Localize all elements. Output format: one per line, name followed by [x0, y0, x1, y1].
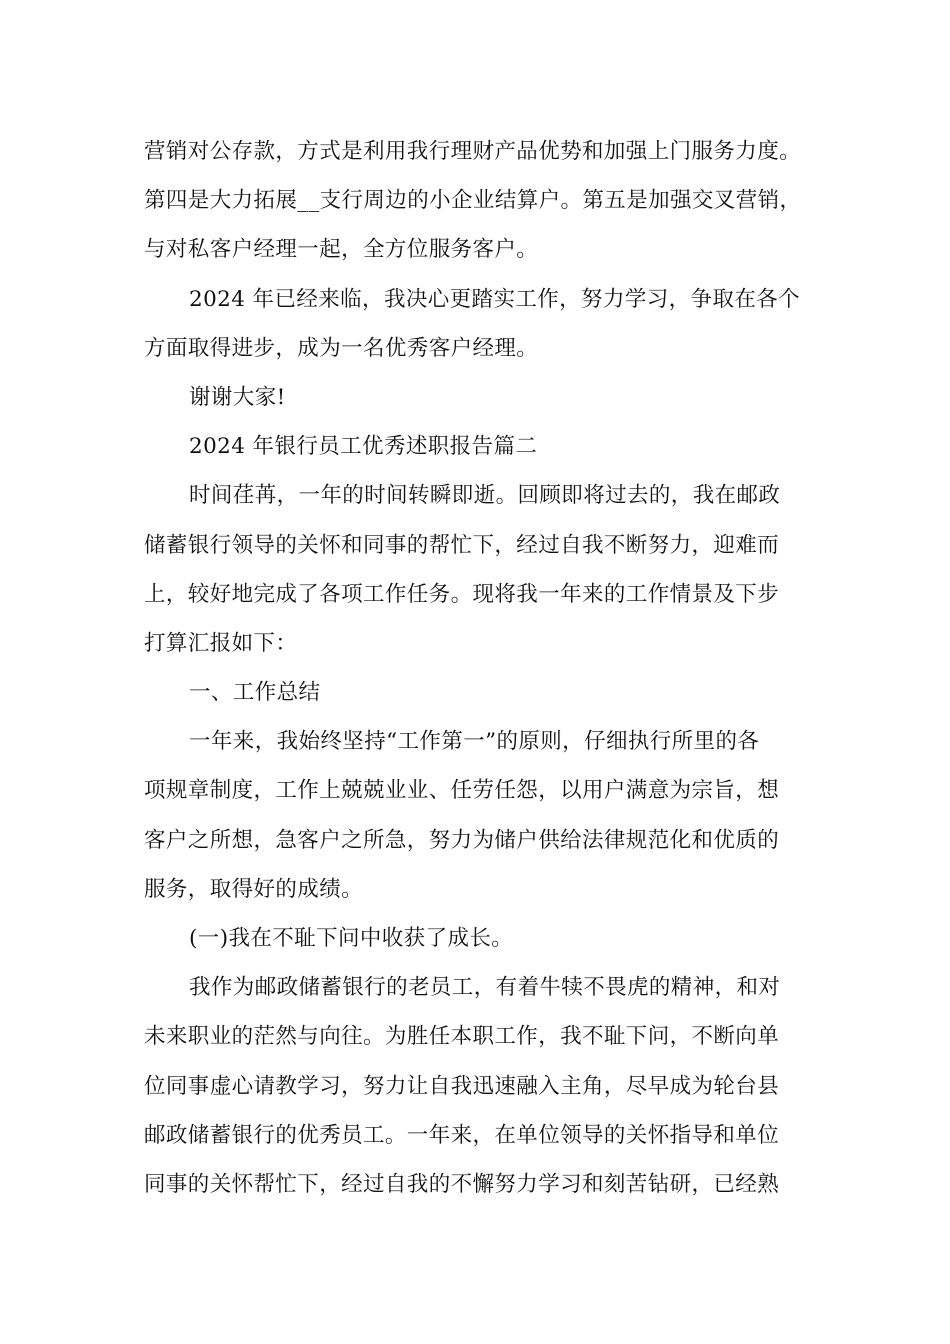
closing-thanks: 谢谢大家! — [189, 384, 286, 410]
text-line: 方面取得进步，成为一名优秀客户经理。 — [144, 335, 539, 361]
text-line: 与对私客户经理一起，全方位服务客户。 — [144, 237, 539, 263]
heading-work-summary: 一、工作总结 — [189, 680, 321, 706]
document-body — [144, 127, 816, 1209]
text-line: 第四是大力拓展__支行周边的小企业结算户。第五是加强交叉营销， — [144, 188, 802, 214]
text-line: 打算汇报如下： — [144, 630, 298, 656]
subheading: (一)我在不耻下问中收获了成长。 — [189, 926, 514, 951]
text-line: 客户之所想，急客户之所急，努力为储户供给法律规范化和优质的 — [144, 827, 780, 853]
text-line: 上，较好地完成了各项工作任务。现将我一年来的工作情景及下步 — [144, 581, 780, 607]
text-line: 2024 年已经来临，我决心更踏实工作，努力学习，争取在各个 — [189, 286, 801, 312]
text-line: 时间荏苒，一年的时间转瞬即逝。回顾即将过去的，我在邮政 — [189, 483, 781, 509]
text-line: 营销对公存款，方式是利用我行理财产品优势和加强上门服务力度。 — [144, 139, 802, 164]
text-line: 位同事虚心请教学习，努力让自我迅速融入主角，尽早成为轮台县 — [144, 1073, 780, 1099]
section-title: 2024 年银行员工优秀述职报告篇二 — [189, 434, 538, 460]
text-line: 我作为邮政储蓄银行的老员工，有着牛犊不畏虎的精神，和对 — [189, 975, 781, 1001]
text-line: 储蓄银行领导的关怀和同事的帮忙下，经过自我不断努力，迎难而 — [144, 532, 780, 558]
text-line: 邮政储蓄银行的优秀员工。一年来，在单位领导的关怀指导和单位 — [144, 1122, 780, 1148]
text-line: 未来职业的茫然与向往。为胜任本职工作，我不耻下问，不断向单 — [144, 1024, 780, 1050]
text-line: 服务，取得好的成绩。 — [144, 876, 364, 902]
text-line: 一年来，我始终坚持“工作第一”的原则，仔细执行所里的各 — [189, 729, 760, 755]
text-line: 项规章制度，工作上兢兢业业、任劳任怨，以用户满意为宗旨，想 — [144, 778, 780, 804]
text-line: 同事的关怀帮忙下，经过自我的不懈努力学习和刻苦钻研，已经熟 — [144, 1171, 780, 1197]
